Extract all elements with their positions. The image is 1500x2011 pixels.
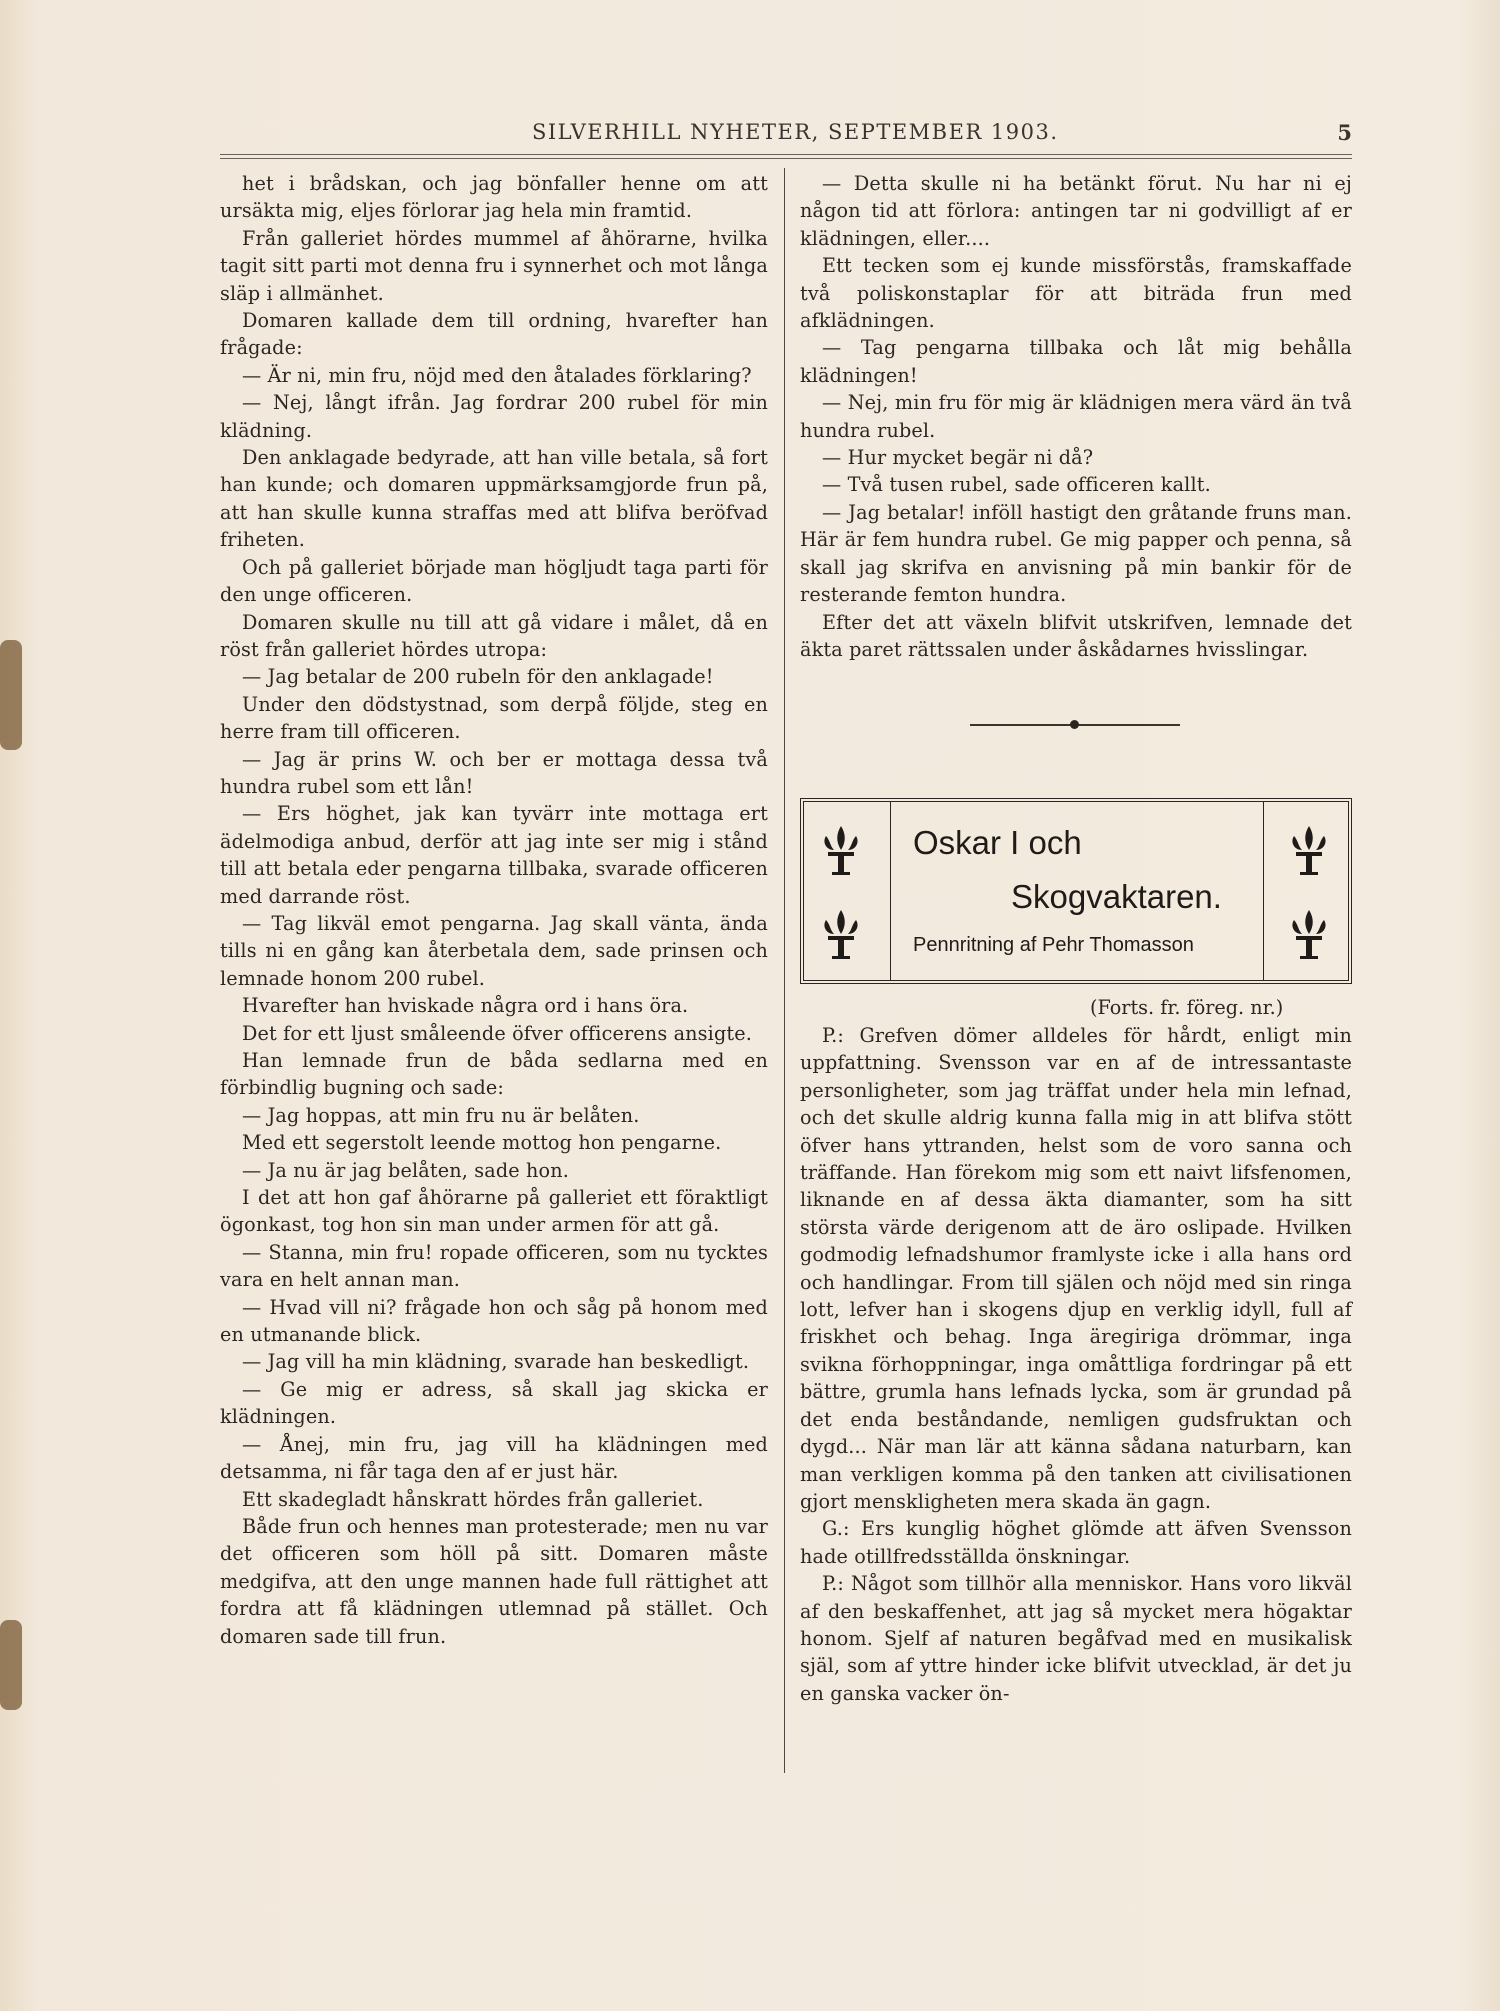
title-panel: [890, 802, 1264, 980]
right-column-top: [800, 170, 1352, 663]
paragraph: — Jag är prins W. och ber er mottaga dessa två hundra rubel som ett lån!: [220, 747, 768, 798]
article-title-line-2: Skogvaktaren.: [1011, 878, 1222, 915]
fleur-de-lis-icon: [818, 908, 864, 960]
continued-note: (Forts. fr. föreg. nr.): [1090, 996, 1284, 1019]
binding-mark: [0, 640, 22, 750]
paragraph: Ett tecken som ej kunde missförstås, framskaffade två poliskonstaplar för att biträda frun med afklädningen.: [800, 254, 1352, 333]
paragraph: — Tag likväl emot pengarna. Jag skall vänta, ända tills ni en gång kan återbetala dem, sade prinsen och lemnade honom 200 rubel.: [220, 911, 768, 990]
paragraph: Från galleriet hördes mummel af åhörarne, hvilka tagit sitt parti mot denna fru i synnerhet och mot långa släp i allmänhet.: [220, 226, 768, 305]
running-header: [220, 118, 1352, 148]
left-column: [220, 170, 768, 1650]
fleur-de-lis-icon: [818, 824, 864, 876]
paragraph: P.: Något som tillhör alla menniskor. Hans voro likväl af den beskaffenhet, att jag så mycket mera högaktar honom. Sjelf af naturen begåfvad med en musikalisk själ, som af yttre hinder icke blifvit utvecklad, är det ju en ganska vacker ön-: [800, 1572, 1352, 1705]
paragraph: — Ge mig er adress, så skall jag skicka er klädningen.: [220, 1377, 768, 1429]
paragraph: — Ja nu är jag belåten, sade hon.: [242, 1158, 569, 1182]
paragraph: G.: Ers kunglig höghet glömde att äfven Svensson hade otillfredsställda önskningar.: [800, 1517, 1352, 1568]
paragraph: — Hur mycket begär ni då?: [822, 446, 1094, 470]
paragraph: — Jag hoppas, att min fru nu är belåten.: [242, 1103, 640, 1127]
binding-mark: [0, 1620, 22, 1710]
paragraph: Efter det att växeln blifvit utskrifven, lemnade det äkta paret rättssalen under åskådarnes hvisslingar.: [800, 610, 1352, 661]
article-title-line-1: Oskar I och: [913, 824, 1082, 861]
paragraph: — Jag betalar de 200 rubeln för den anklagade!: [242, 665, 714, 689]
publication-title: SILVERHILL NYHETER, SEPTEMBER 1903.: [532, 120, 1059, 144]
paragraph: — Ånej, min fru, jag vill ha klädningen med detsamma, ni får taga den af er just här.: [220, 1432, 768, 1484]
paragraph: — Detta skulle ni ha betänkt förut. Nu har ni ej någon tid att förlora: antingen tar ni godvilligt af er klädningen, eller....: [800, 172, 1352, 250]
paragraph: Både frun och hennes man protesterade; men nu var det officeren som höll på sitt. Domaren måste medgifva, att den unge mannen hade full rättighet att fordra att få klädningen utlemnad på stället. Och domaren sade till frun.: [220, 1514, 768, 1648]
paragraph: — Hvad vill ni? frågade hon och såg på honom med en utmanande blick.: [220, 1295, 768, 1347]
paragraph: — Jag vill ha min klädning, svarade han beskedligt.: [242, 1350, 750, 1374]
article-title-box: [800, 798, 1352, 984]
paragraph: het i brådskan, och jag bönfaller henne om att ursäkta mig, eljes förlorar jag hela min framtid.: [220, 172, 768, 223]
paragraph: P.: Grefven dömer alldeles för hårdt, enligt min uppfattning. Svensson var en af de intressantaste personligheter, som jag träffat under hela min lefnad, och det skulle aldrig kunna falla mig in att blifva stött öfver hans yttranden, helst som de voro sanna och träffande. Han förekom mig som ett naivt lifsfenomen, liknande en af dessa äkta diamanter, som ha sitt största värde derigenom att de äro oslipade. Hvilken godmodig lefnadshumor framlyste icke i alla hans ord och handlingar. From till själen och nöjd med sin ringa lott, lefver han i skogens djup en verklig idyll, full af friskhet och behag. Inga äregiriga drömmar, inga svikna förhoppningar, inga omåttliga fordringar på ett bättre, grumla hans lefnads lycka, som är grundad på det enda beståndande, nemligen gudsfruktan och dygd... När man lär att känna sådana naturbarn, kan man verkligen komma på den tanken att civilisationen gjort menskligheten mera skada än gagn.: [800, 1024, 1352, 1513]
paragraph: — Ers höghet, jak kan tyvärr inte mottaga ert ädelmodiga anbud, derför att jag inte ser mig i stånd till att betala eder pengarna tillbaka, svarade officeren med darrande röst.: [220, 802, 768, 908]
column-divider: [784, 168, 785, 1773]
paragraph: — Nej, långt ifrån. Jag fordrar 200 rubel för min klädning.: [220, 391, 768, 442]
paragraph: I det att hon gaf åhörarne på galleriet ett föraktligt ögonkast, tog hon sin man under armen för att gå.: [220, 1186, 768, 1237]
paragraph: — Nej, min fru för mig är klädnigen mera värd än två hundra rubel.: [800, 391, 1352, 442]
paragraph: Med ett segerstolt leende mottog hon pengarne.: [242, 1131, 722, 1155]
header-rule: [220, 154, 1352, 155]
article-subtitle: Pennritning af Pehr Thomasson: [913, 934, 1194, 956]
paragraph: Domaren kallade dem till ordning, hvarefter han frågade:: [220, 309, 768, 360]
paragraph: Ett skadegladt hånskratt hördes från galleriet.: [242, 1487, 704, 1511]
paragraph: — Stanna, min fru! ropade officeren, som nu tycktes vara en helt annan man.: [220, 1240, 768, 1292]
paragraph: — Två tusen rubel, sade officeren kallt.: [822, 473, 1211, 497]
paragraph: Domaren skulle nu till att gå vidare i målet, då en röst från galleriet hördes utropa:: [220, 610, 768, 661]
paragraph: Under den dödstystnad, som derpå följde, steg en herre fram till officeren.: [220, 692, 768, 744]
header-rule: [220, 158, 1352, 159]
paragraph: — Är ni, min fru, nöjd med den åtalades förklaring?: [242, 363, 752, 387]
paragraph: Han lemnade frun de båda sedlarna med en förbindlig bugning och sade:: [220, 1049, 768, 1100]
page-number: 5: [1337, 120, 1352, 145]
paragraph: Och på galleriet började man högljudt taga parti för den unge officeren.: [220, 555, 768, 607]
right-column-bottom: [800, 1022, 1352, 1707]
fleur-de-lis-icon: [1286, 824, 1332, 876]
paragraph: Det for ett ljust småleende öfver officerens ansigte.: [242, 1021, 752, 1045]
section-divider-dot: [1070, 720, 1079, 729]
paragraph: Hvarefter han hviskade några ord i hans öra.: [242, 994, 689, 1018]
paragraph: — Jag betalar! inföll hastigt den gråtande fruns man. Här är fem hundra rubel. Ge mig papper och penna, så skall jag skrifva en anvisning på min bankir för de resterande femton hundra.: [800, 500, 1352, 607]
paragraph: Den anklagade bedyrade, att han ville betala, så fort han kunde; och domaren uppmärksamgjorde frun på, att han skulle kunna straffas med att blifva beröfvad friheten.: [220, 446, 768, 552]
paragraph: — Tag pengarna tillbaka och låt mig behålla klädningen!: [800, 336, 1352, 387]
fleur-de-lis-icon: [1286, 908, 1332, 960]
